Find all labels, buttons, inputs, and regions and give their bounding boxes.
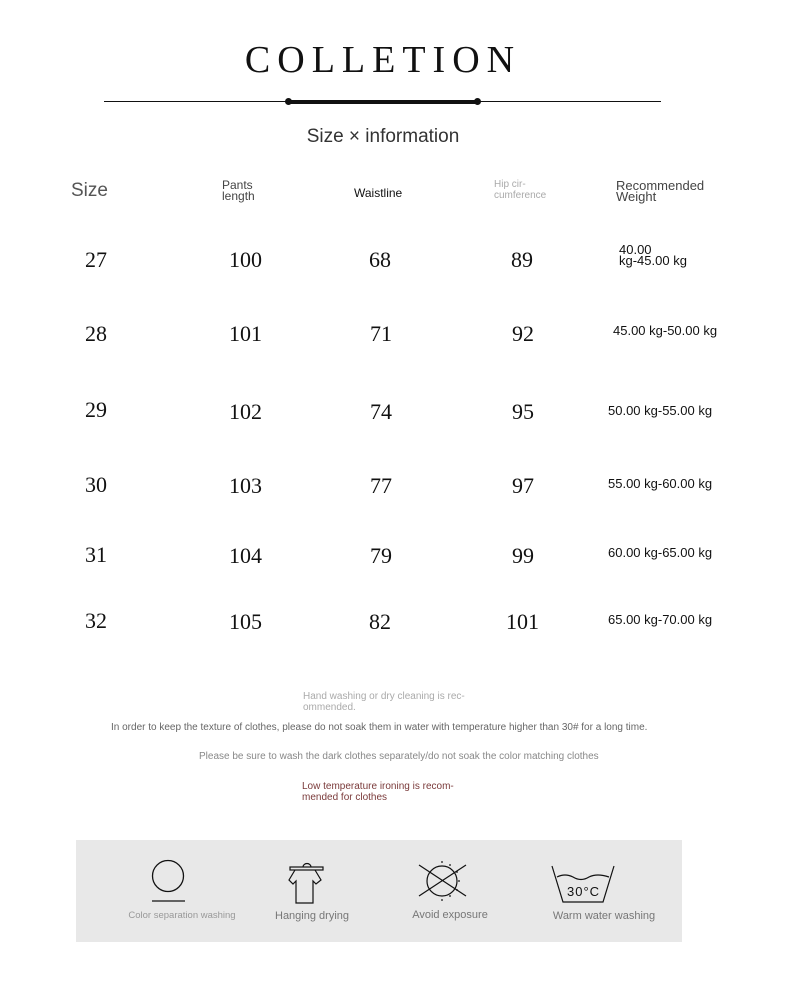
- icon-label-color-separation: Color separation washing: [128, 910, 236, 921]
- cell-pants-length: 104: [229, 543, 262, 568]
- cell-weight: 60.00 kg-65.00 kg: [608, 545, 713, 560]
- cell-weight: 65.00 kg-70.00 kg: [608, 612, 713, 627]
- column-header-pants-length-line1: Pants: [222, 178, 253, 192]
- circle-underline-icon: [148, 858, 190, 904]
- cell-size: 30: [85, 472, 107, 497]
- column-header-pants-length: [222, 180, 282, 202]
- column-header-size: Size: [71, 180, 108, 201]
- column-header-hip-line2: cumference: [494, 190, 547, 201]
- cell-hip: 95: [512, 399, 534, 424]
- cell-weight: 45.00 kg-50.00 kg: [613, 323, 718, 338]
- care-note-ironing: Low temperature ironing is recom- mended for clothes: [302, 781, 454, 803]
- care-note-dark-clothes: Please be sure to wash the dark clothes separately/do not soak the color matching clothes: [199, 751, 599, 762]
- cell-pants-length: 103: [229, 473, 262, 498]
- hanging-shirt-icon: [287, 862, 327, 904]
- wash-temperature: 30°C: [567, 884, 601, 899]
- column-header-weight-line1: Recommended: [616, 178, 705, 193]
- section-subtitle: Size × information: [306, 126, 460, 147]
- cell-hip: 97: [512, 473, 534, 498]
- cell-weight: 55.00 kg-60.00 kg: [608, 476, 713, 491]
- icon-label-warm-water-washing: Warm water washing: [552, 910, 656, 922]
- cell-pants-length: 100: [229, 247, 262, 272]
- cell-waistline: 79: [370, 543, 392, 568]
- cell-hip: 99: [512, 543, 534, 568]
- wash-tub-30-icon: [551, 865, 617, 905]
- column-header-hip: [494, 179, 548, 201]
- cell-size: 31: [85, 542, 107, 567]
- icon-label-hanging-drying: Hanging drying: [275, 910, 349, 922]
- column-header-weight-line2: Weight: [616, 189, 657, 204]
- cell-hip: 101: [506, 609, 539, 634]
- cell-weight: [619, 244, 687, 266]
- cell-waistline: 82: [369, 609, 391, 634]
- cell-waistline: 71: [370, 321, 392, 346]
- cell-size: 32: [85, 608, 107, 633]
- cell-waistline: 68: [369, 247, 391, 272]
- column-header-waistline: Waistline: [354, 186, 403, 200]
- icon-label-avoid-exposure: Avoid exposure: [412, 909, 488, 921]
- divider-dot-left: [285, 98, 292, 105]
- no-sun-icon: [416, 860, 470, 902]
- cell-pants-length: 105: [229, 609, 262, 634]
- cell-pants-length: 102: [229, 399, 262, 424]
- cell-waistline: 77: [370, 473, 392, 498]
- cell-weight-line1: 40.00: [619, 242, 652, 257]
- cell-pants-length: 101: [229, 321, 262, 346]
- column-header-hip-line1: Hip cir-: [494, 179, 526, 190]
- cell-hip: 89: [511, 247, 533, 272]
- cell-size: 27: [85, 247, 107, 272]
- care-note-hand-wash: Hand washing or dry cleaning is rec- ommended.: [303, 691, 465, 713]
- divider-dot-right: [474, 98, 481, 105]
- cell-weight: 50.00 kg-55.00 kg: [608, 403, 713, 418]
- column-header-pants-length-line2: length: [222, 189, 255, 203]
- cell-waistline: 74: [370, 399, 392, 424]
- page-title: COLLETION: [244, 39, 522, 81]
- divider-accent: [288, 100, 478, 104]
- cell-size: 28: [85, 321, 107, 346]
- column-header-recommended-weight: [616, 180, 736, 202]
- cell-hip: 92: [512, 321, 534, 346]
- care-note-soak: In order to keep the texture of clothes, please do not soak them in water with temperature higher than 30# for a long time.: [111, 722, 648, 733]
- cell-size: 29: [85, 397, 107, 422]
- cell-weight-line2: kg-45.00 kg: [619, 253, 687, 268]
